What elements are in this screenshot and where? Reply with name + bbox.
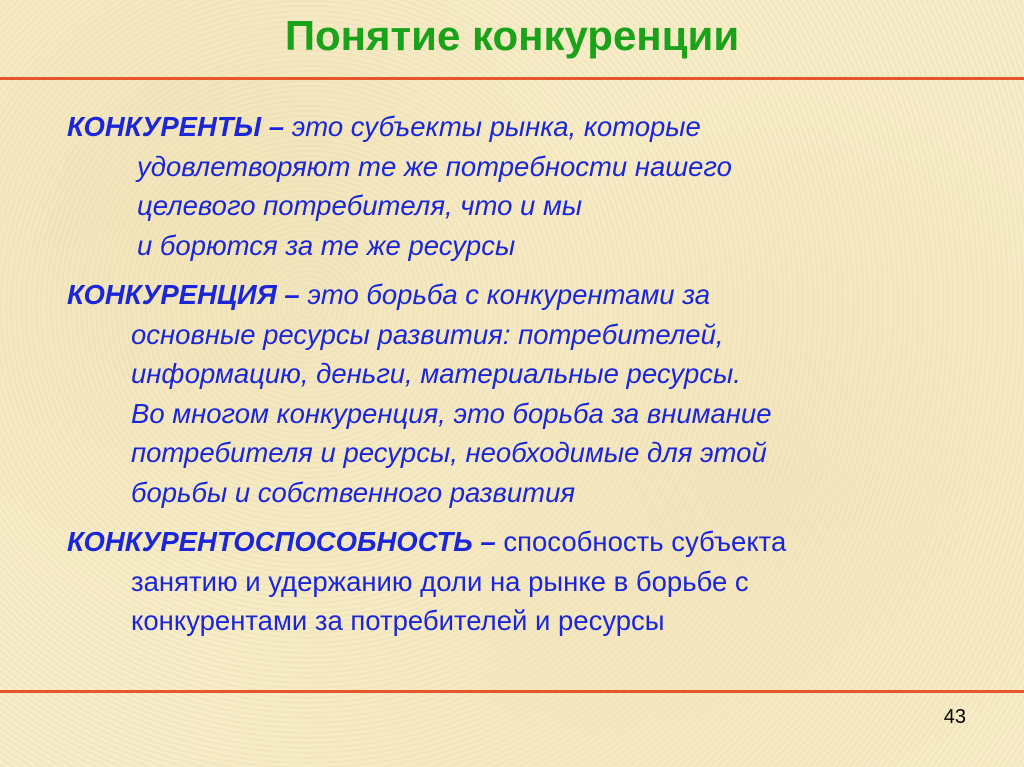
definition-line: потребителя и ресурсы, необходимые для этой: [131, 437, 767, 468]
definition-line: Во многом конкуренция, это борьба за внимание: [131, 397, 772, 429]
definition-line: [67, 275, 997, 315]
definition-competitors: [67, 107, 997, 265]
bottom-divider: [0, 690, 1024, 693]
definition-line: [67, 522, 997, 562]
definition-line: информацию, деньги, материальные ресурсы.: [131, 358, 741, 389]
definition-term: КОНКУРЕНТЫ –: [67, 111, 292, 142]
definition-line: удовлетворяют те же потребности нашего: [137, 150, 732, 182]
definition-text: это борьба с конкурентами за: [307, 279, 711, 310]
definition-term: КОНКУРЕНЦИЯ –: [67, 279, 308, 310]
page-number: 43: [943, 706, 966, 728]
definition-line: борьбы и собственного развития: [131, 476, 576, 508]
slide-title: Понятие конкуренции: [284, 12, 740, 59]
top-divider: [0, 77, 1024, 80]
definition-competitiveness: [67, 522, 997, 641]
definition-term: КОНКУРЕНТОСПОСОБНОСТЬ –: [67, 526, 504, 557]
definition-line: занятию и удержанию доли на рынке в борьбе с: [131, 565, 749, 597]
definition-competition: [67, 275, 997, 512]
definition-text: способность субъекта: [503, 526, 787, 557]
definitions-list: [67, 107, 997, 651]
definition-line: целевого потребителя, что и мы: [137, 190, 583, 221]
definition-text: это субъекты рынка, которые: [291, 111, 701, 142]
definition-line: конкурентами за потребителей и ресурсы: [131, 605, 665, 636]
definition-line: и борются за те же ресурсы: [137, 229, 516, 261]
definition-line: основные ресурсы развития: потребителей,: [131, 318, 724, 350]
definition-line: [67, 107, 997, 147]
